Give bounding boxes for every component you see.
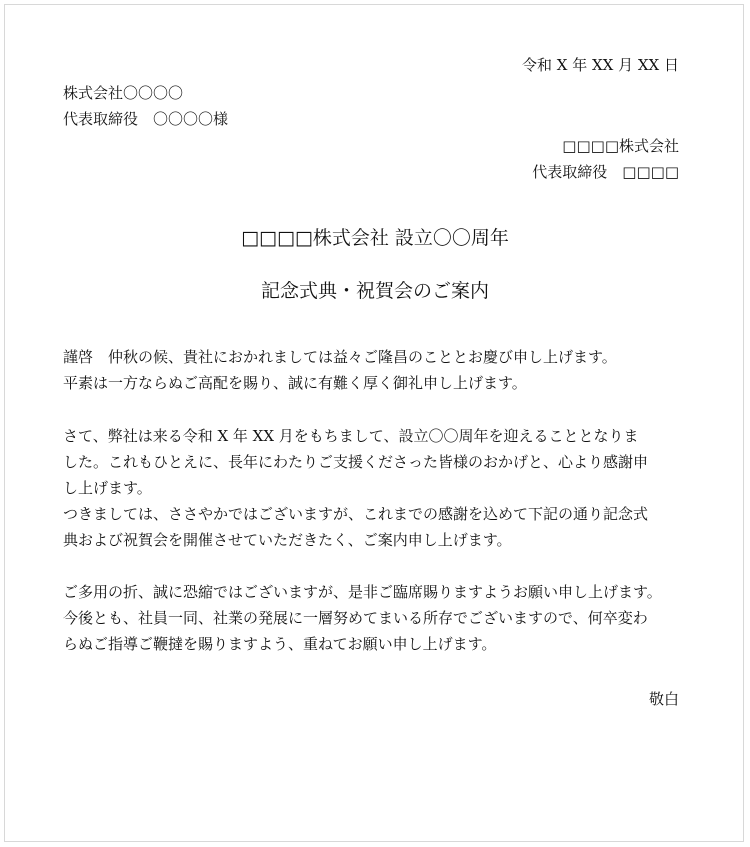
recipient-company: 株式会社〇〇〇〇 [63,84,184,102]
body-paragraph-2 [63,423,695,553]
body-line: つきましては、ささやかではございますが、これまでの感謝を込めて下記の通り記念式 [63,505,649,523]
body-line: 謹啓 仲秋の候、貴社におかれましては益々ご隆昌のこととお慶び申し上げます。 [63,348,617,366]
body-line: 今後とも、社員一同、社業の発展に一層努めてまいる所存でございますので、何卒変わ [63,609,648,627]
body-line: らぬご指導ご鞭撻を賜りますよう、重ねてお願い申し上げます。 [63,635,497,653]
body-line: 平素は一方ならぬご高配を賜り、誠に有難く厚く御礼申し上げます。 [63,374,527,392]
body-line: し上げます。 [63,479,152,497]
letter-page [4,4,744,842]
body-line: した。これもひとえに、長年にわたりご支援くださった皆様のおかげと、心より感謝申 [63,453,649,471]
closing-word: 敬白 [648,690,679,708]
letter-title-line1: □□□□株式会社 設立〇〇周年 [241,227,509,249]
body-paragraph-1 [63,344,695,396]
letter-date: 令和 X 年 XX 月 XX 日 [521,56,679,74]
body-paragraph-3 [63,579,695,657]
body-line: 典および祝賀会を開催させていただきたく、ご案内申し上げます。 [63,531,512,549]
recipient-person: 代表取締役 〇〇〇〇様 [63,110,229,128]
sender-person: 代表取締役 □□□□ [532,163,679,181]
body-line: さて、弊社は来る令和 X 年 XX 月をもちまして、設立〇〇周年を迎えることとなりま [63,427,639,445]
sender-company: □□□□株式会社 [562,137,679,155]
body-line: ご多用の折、誠に恐縮ではございますが、是非ご臨席賜りますようお願い申し上げます。 [63,583,662,601]
letter-title-line2: 記念式典・祝賀会のご案内 [260,280,489,302]
